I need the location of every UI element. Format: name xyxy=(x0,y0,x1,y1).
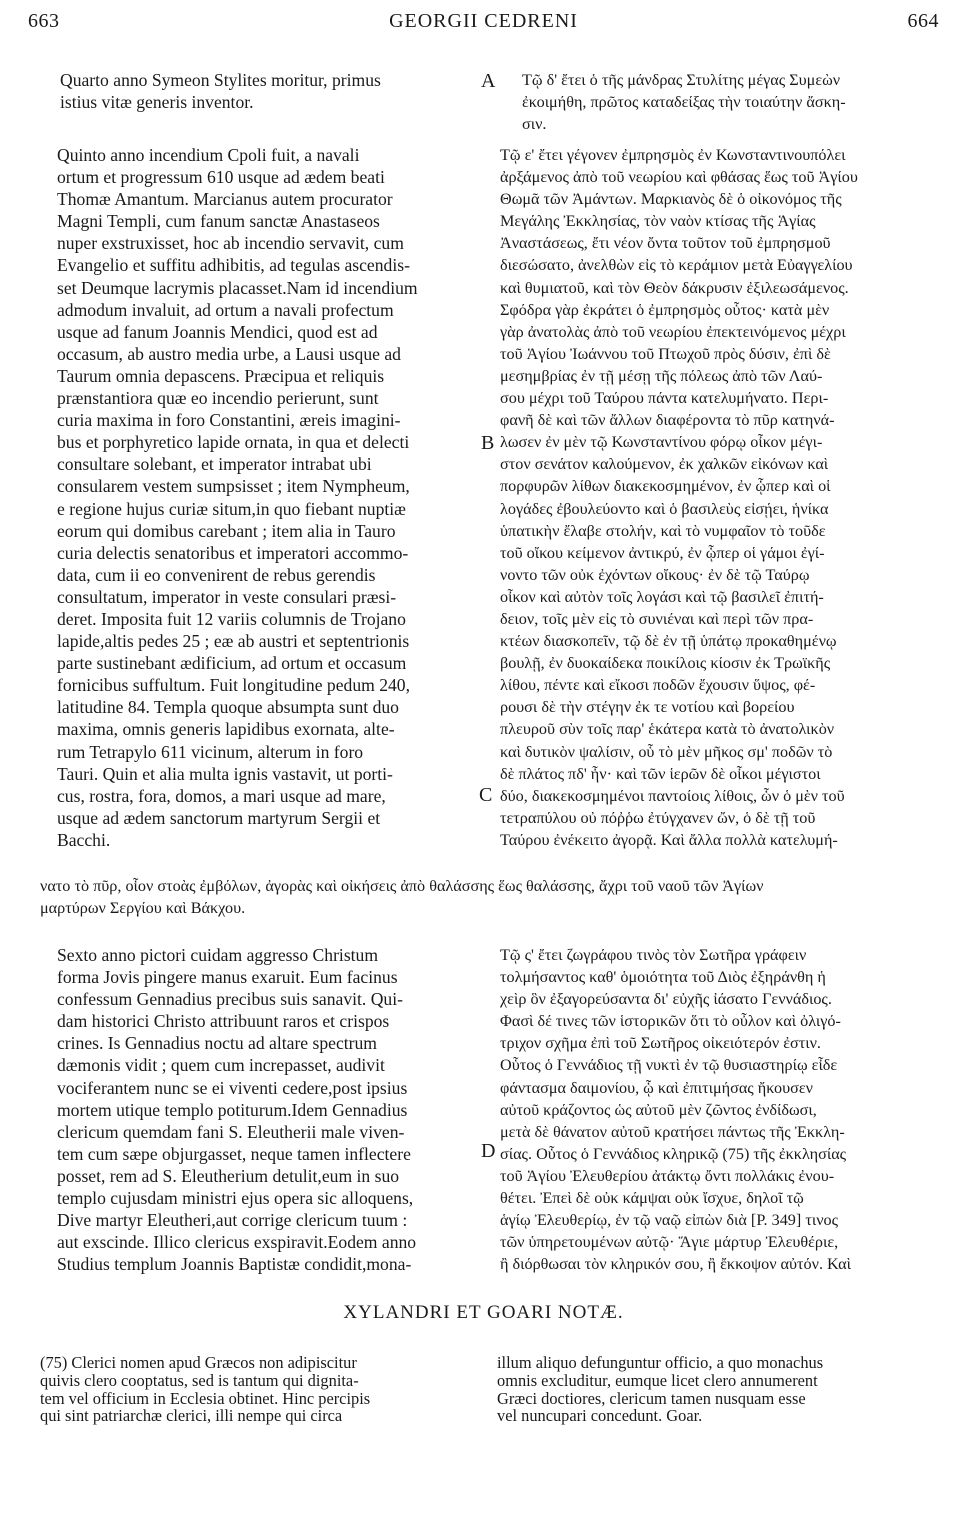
note-75-left-column: (75) Clerici nomen apud Græcos non adipiscitur quivis clero cooptatus, sed is tantum qui dignita- tem vel officium in Ecclesia obtinet. Hinc percipis qui sint patriarchæ clerici, illi nempe qui circa xyxy=(40,1353,371,1426)
latin-year4-paragraph: Quarto anno Symeon Stylites moritur, primus istius vitæ generis inventor. xyxy=(60,70,381,113)
note-75-right-column: illum aliquo defunguntur officio, a quo monachus omnis excluditur, eumque licet clero annumerent Græci doctiores, clericum tamen nusquam esse vel nuncupari concedunt. Goar. xyxy=(497,1353,824,1426)
margin-marker-b: B xyxy=(481,432,495,454)
running-title: GEORGII CEDRENI xyxy=(389,10,578,32)
greek-year4-paragraph: Τῷ δ' ἔτει ὁ τῆς μάνδρας Στυλίτης μέγας Συμεὼν ἐκοιμήθη, πρῶτος καταδείξας τὴν τοιαύτην ἄσκη- σιν. xyxy=(522,71,846,134)
margin-marker-d: D xyxy=(481,1140,496,1162)
page-number-right: 664 xyxy=(907,10,939,32)
greek-year5-paragraph: Τῷ ε' ἔτει γέγονεν ἐμπρησμὸς ἐν Κωνσταντινουπόλει ἀρξάμενος ἀπὸ τοῦ νεωρίου καὶ φθάσας ἕως τοῦ Ἁγίου Θωμᾶ τῶν Ἀμάντων. Μαρκιανὸς δὲ ὁ οἰκονόμος τῆς Μεγάλης Ἐκκλησίας, τὸν ναὸν κτίσας τῆς Ἁγίας Ἀναστάσεως, ἔτι νέον ὄντα τοῦτον τοῦ ἐμπρησμοῦ διεσώσατο, ἀνελθὼν εἰς τὸ κεράμιον μετὰ Εὐαγγελίου καὶ θυμιατοῦ, καὶ τὸν Θεὸν δάκρυσιν ἐξιλεωσάμενος. Σφόδρα γὰρ ἐκράτει ὁ ἐμπρησμὸς οὗτος· κατὰ μὲν γὰρ ἀνατολὰς ἀπὸ τοῦ νεωρίου ἐπεκτεινόμενος μέχρι τοῦ Ἁγίου Ἰωάννου τοῦ Πτωχοῦ πρὸς δύσιν, ἐπὶ δὲ μεσημβρίας ἐν τῇ μέσῃ τῆς πόλεως ἀπὸ τῶν Λαύ- σου μέχρι τοῦ Ταύρου πάντα κατελυμήνατο. Περι- φανῆ δὲ καὶ τῶν ἄλλων διαφέροντα τὸ πῦρ κατηνά- λωσεν ἐν μὲν τῷ Κωνσταντίνου φόρῳ οἶκον μέγι- στον σενάτον καλούμενον, ἐκ χαλκῶν εἰκόνων καὶ πορφυρῶν λίθων διακεκοσμημένον, ἐν ᾧπερ καὶ οἱ λογάδες ἐβουλεύοντο καὶ ὁ βασιλεὺς εἰσῄει, ἡνίκα ὑπατικὴν ἔλαβε στολήν, καὶ τὸ νυμφαῖον τὸ τοῦδε τοῦ οἴκου κείμενον ἀντικρύ, ἐν ᾧπερ οἱ γάμοι ἐγί- νοντο τῶν οὐκ ἐχόντων οἴκους· ἐν δὲ τῷ Ταύρῳ οἶκον καὶ αὐτὸν τοῖς λογάσι καὶ τῷ βασιλεῖ ἐπιτή- δειον, τοῖς μὲν εἰς τὸ συνιέναι καὶ περὶ τῶν πρα- κτέων διασκοπεῖν, τῷ δὲ ἐν τῇ ὑπάτῳ προκαθημένῳ βουλῇ, ἐν δυοκαίδεκα ποικίλοις κίοσιν ἐκ Τρωϊκῆς λίθου, πέντε καὶ εἴκοσι ποδῶν ἔχουσιν ὕψος, φέ- ρουσι δὲ τὴν στέγην ἐκ τε νοτίου καὶ βορείου πλευροῦ σὺν τοῖς παρ' ἑκάτερα κατὰ τὸ ἀνατολικὸν καὶ δυτικὸν ψαλίσιν, οὗ τὸ μὲν μῆκος σμ' ποδῶν τὸ δὲ πλάτος πδ' ἦν· καὶ τῶν ἱερῶν δὲ οἶκοι μέγιστοι δύο, διακεκοσμημένοι παντοίοις λίθοις, ὧν ὁ μὲν τοῦ τετραπύλου οὐ πόῤῥω ἐτύγχανεν ὤν, ὁ δὲ τῇ τοῦ Ταύρου ἐνέκειτο ἀγορᾷ. Καὶ ἄλλα πολλὰ κατελυμή- xyxy=(500,146,858,849)
notes-heading: XYLANDRI ET GOARI NOTÆ. xyxy=(343,1302,624,1323)
greek-year5-continuation: νατο τὸ πῦρ, οἷον στοὰς ἐμβόλων, ἀγορὰς καὶ οἰκήσεις ἀπὸ θαλάσσης ἕως θαλάσσης, ἄχρι τοῦ ναοῦ τῶν Ἁγίων μαρτύρων Σεργίου καὶ Βάκχου. xyxy=(40,877,764,918)
latin-year6-paragraph: Sexto anno pictori cuidam aggresso Christum forma Jovis pingere manus exaruit. Eum facinus confessum Gennadius precibus suis sanavit. Qui- dam historici Christo attribuunt raros et crispos crines. Is Gennadius noctu ad altare spectrum dæmonis vidit ; quem cum increpasset, audivit vociferantem nunc se ei viventi cedere,post ipsius mortem utique templo potiturum.Idem Gennadius clericum quemdam fani S. Eleutherii male viven- tem cum sæpe objurgasset, neque tamen inflectere posset, rem ad S. Eleutherium detulit,eum in suo templo cujusdam ministri ejus opera sic alloquens, Dive martyr Eleutheri,aut corrige clericum tuum : aut exscinde. Illico clericus exspiravit.Eodem anno Studius templum Joannis Baptistæ condidit,mona- xyxy=(57,945,417,1275)
margin-marker-a: A xyxy=(481,70,496,92)
latin-year5-paragraph: Quinto anno incendium Cpoli fuit, a navali ortum et progressum 610 usque ad ædem beati Thomæ Amantum. Marcianus autem procurator Magni Templi, cum fanum sanctæ Anastaseos nuper exstruxisset, hoc ab incendio servavit, cum Evangelio et suffitu adhibitis, ad tegulas ascendis- set Deumque lacrymis placasset.Nam id incendium admodum invaluit, ad ortum a navali profectum usque ad fanum Joannis Mendici, quod est ad occasum, ab austro media urbe, a Lausi usque ad Taurum omnia depascens. Præcipua et reliquis prænstantiora quæ eo incendio perierunt, sunt curia maxima in foro Constantini, æreis imagini- bus et porphyretico lapide ornata, in qua et delecti consultare solebant, et imperator intrabat ubi consularem vestem sumpsisset ; item Nympheum, e regione hujus curiæ situm,in quo fiebant nuptiæ eorum qui domibus carebant ; item alia in Tauro curia delectis senatoribus et imperatori accommo- data, cum ii eo convenirent de rebus gerendis consultatum, imperator in veste consulari præsi- deret. Imposita fuit 12 variis columnis de Trojano lapide,altis pedes 25 ; eæ ab austri et septentrionis parte sustinebant ædificium, ad ortum et occasum fornicibus suffultum. Fuit longitudine pedum 240, latitudine 84. Templa quoque absumpta sunt duo maxima, omnis generis lapidibus exornata, alte- rum Tetrapylo 611 vicinum, alterum in foro Tauri. Quin et alia multa ignis vastavit, ut porti- cus, rostra, fora, domos, a mari usque ad mare, usque ad ædem sanctorum martyrum Sergii et Bacchi. xyxy=(57,145,418,850)
margin-marker-c: C xyxy=(479,784,493,806)
greek-year6-paragraph: Τῷ ς' ἔτει ζωγράφου τινὸς τὸν Σωτῆρα γράφειν τολμήσαντος καθ' ὁμοιότητα τοῦ Διὸς ἐξηράνθη ἡ χεὶρ ὃν ἐξαγορεύσαντα δι' εὐχῆς ἰάσατο Γεννάδιος. Φασὶ δέ τινες τῶν ἱστορικῶν ὅτι τὸ οὖλον καὶ ὀλιγό- τριχον σχῆμα ἐπὶ τοῦ Σωτῆρος οἰκειότερόν ἐστιν. Οὗτος ὁ Γεννάδιος τῇ νυκτὶ ἐν τῷ θυσιαστηρίῳ εἶδε φάντασμα δαιμονίου, ᾧ καὶ ἐπιτιμήσας ἤκουσεν αὐτοῦ κράζοντος ὡς αὐτοῦ μὲν ζῶντος ἐνδίδωσι, μετὰ δὲ θάνατον αὐτοῦ κρατήσει πάντως τῆς Ἐκκλη- σίας. Οὗτος ὁ Γεννάδιος κληρικῷ (75) τῆς ἐκκλησίας τοῦ Ἁγίου Ἐλευθερίου ἀτάκτῳ ὄντι πολλάκις ἐνου- θέτει. Ἐπεὶ δὲ οὐκ κάμψαι οὐκ ἴσχυε, δηλοῖ τῷ ἁγίῳ Ἐλευθερίῳ, ἐν τῷ ναῷ εἰπὼν διὰ [P. 349] τινος τῶν ὑπηρετουμένων αὐτῷ· Ἅγιε μάρτυρ Ἐλευθέριε, ἢ διόρθωσαι τὸν κληρικόν σου, ἢ ἔκκοψον αὐτόν. Καὶ xyxy=(500,946,851,1274)
page-number-left: 663 xyxy=(28,10,60,32)
